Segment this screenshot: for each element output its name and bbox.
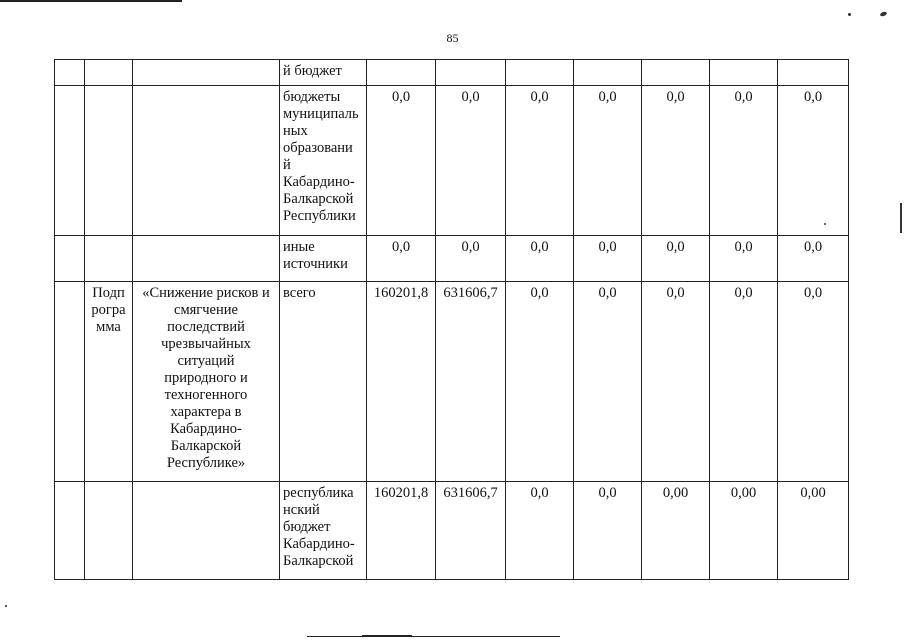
table-row (55, 482, 849, 580)
funding-source-cell-text: иные источники (283, 239, 348, 272)
value-cell-text: 0,0 (391, 239, 411, 255)
scan-speck (5, 605, 7, 607)
page-number: 85 (446, 31, 459, 45)
value-cell (367, 482, 436, 580)
value-cell (710, 60, 778, 86)
table-row (55, 60, 849, 86)
scan-speck (880, 11, 888, 17)
value-cell-text: 0,00 (662, 485, 689, 501)
value-cell (506, 236, 574, 282)
value-cell (710, 86, 778, 236)
value-cell-text: 0,0 (666, 89, 685, 105)
value-cell-text: 0,0 (598, 89, 617, 105)
value-cell-text: 0,0 (803, 89, 823, 105)
value-cell (574, 236, 642, 282)
item-type-cell (85, 482, 133, 580)
funding-source-cell (280, 282, 367, 482)
value-cell-text: 0,00 (800, 485, 826, 501)
item-name-cell (133, 482, 280, 580)
item-type-cell (85, 86, 133, 236)
value-cell (710, 236, 778, 282)
item-type-cell (85, 236, 133, 282)
value-cell-text: 0,00 (730, 485, 757, 501)
row-index-cell (55, 482, 85, 580)
funding-source-cell-text: всего (283, 285, 316, 301)
value-cell (574, 482, 642, 580)
value-cell-text: 0,0 (666, 285, 685, 301)
table-row (55, 236, 849, 282)
value-cell-text: 0,0 (530, 239, 549, 255)
value-cell (574, 60, 642, 86)
footer-rule-mark (362, 635, 412, 637)
value-cell (506, 482, 574, 580)
value-cell-text: 631606,7 (443, 285, 498, 301)
value-cell-text: 0,0 (391, 89, 411, 105)
value-cell (367, 60, 436, 86)
item-name-cell (133, 236, 280, 282)
row-index-cell (55, 282, 85, 482)
funding-source-cell-text: республика нский бюджет Кабардино- Балкарской (283, 485, 355, 569)
scan-edge-line (0, 0, 182, 2)
value-cell (436, 86, 506, 236)
value-cell (436, 282, 506, 482)
footer-rule (307, 636, 560, 637)
value-cell (367, 86, 436, 236)
value-cell (642, 60, 710, 86)
value-cell-text: 0,0 (598, 485, 617, 501)
value-cell (778, 60, 849, 86)
item-name-cell (133, 60, 280, 86)
item-type-cell (85, 60, 133, 86)
funding-source-cell (280, 60, 367, 86)
funding-source-cell-text: й бюджет (283, 63, 342, 79)
table-row (55, 86, 849, 236)
value-cell-text: 0,0 (530, 485, 549, 501)
value-cell-text: 0,0 (666, 239, 685, 255)
scan-speck (848, 13, 851, 16)
value-cell-text: 0,0 (803, 285, 823, 301)
row-index-cell (55, 236, 85, 282)
value-cell-text: 0,0 (734, 239, 753, 255)
item-type-cell (85, 282, 133, 482)
value-cell-text: 0,0 (530, 89, 549, 105)
item-name-cell (133, 282, 280, 482)
funding-table (54, 59, 849, 580)
value-cell (778, 482, 849, 580)
value-cell (778, 236, 849, 282)
funding-source-cell (280, 482, 367, 580)
item-name-cell (133, 86, 280, 236)
value-cell-text: 160201,8 (373, 285, 429, 301)
value-cell (506, 60, 574, 86)
value-cell (642, 482, 710, 580)
value-cell (710, 482, 778, 580)
value-cell (367, 282, 436, 482)
value-cell (710, 282, 778, 482)
value-cell (778, 86, 849, 236)
value-cell-text: 160201,8 (373, 485, 429, 501)
value-cell-text: 0,0 (734, 89, 753, 105)
value-cell-text: 0,0 (530, 285, 549, 301)
row-index-cell (55, 60, 85, 86)
value-cell-text: 0,0 (461, 89, 480, 105)
value-cell-text: 631606,7 (443, 485, 498, 501)
value-cell (642, 86, 710, 236)
value-cell (778, 282, 849, 482)
value-cell (436, 482, 506, 580)
value-cell (506, 282, 574, 482)
value-cell (642, 282, 710, 482)
value-cell-text: 0,0 (803, 239, 823, 255)
value-cell (436, 60, 506, 86)
scan-margin-mark (900, 203, 902, 233)
funding-source-cell (280, 236, 367, 282)
value-cell-text: 0,0 (598, 285, 617, 301)
value-cell (436, 236, 506, 282)
funding-source-cell (280, 86, 367, 236)
value-cell-text: 0,0 (461, 239, 480, 255)
value-cell-text: 0,0 (598, 239, 617, 255)
row-index-cell (55, 86, 85, 236)
value-cell (642, 236, 710, 282)
item-name-cell-text: «Снижение рисков и смягчение последствий чрезвычайных ситуаций природного и техногенного характера в Кабардино- Балкарской Республике» (142, 285, 270, 471)
value-cell-text: 0,0 (734, 285, 753, 301)
value-cell (367, 236, 436, 282)
value-cell (574, 282, 642, 482)
table-row (55, 282, 849, 482)
funding-source-cell-text: бюджеты муниципаль ных образовани й Кабардино- Балкарской Республики (283, 89, 359, 224)
value-cell (506, 86, 574, 236)
item-type-cell-text: Подп рогра мма (91, 285, 126, 335)
value-cell (574, 86, 642, 236)
